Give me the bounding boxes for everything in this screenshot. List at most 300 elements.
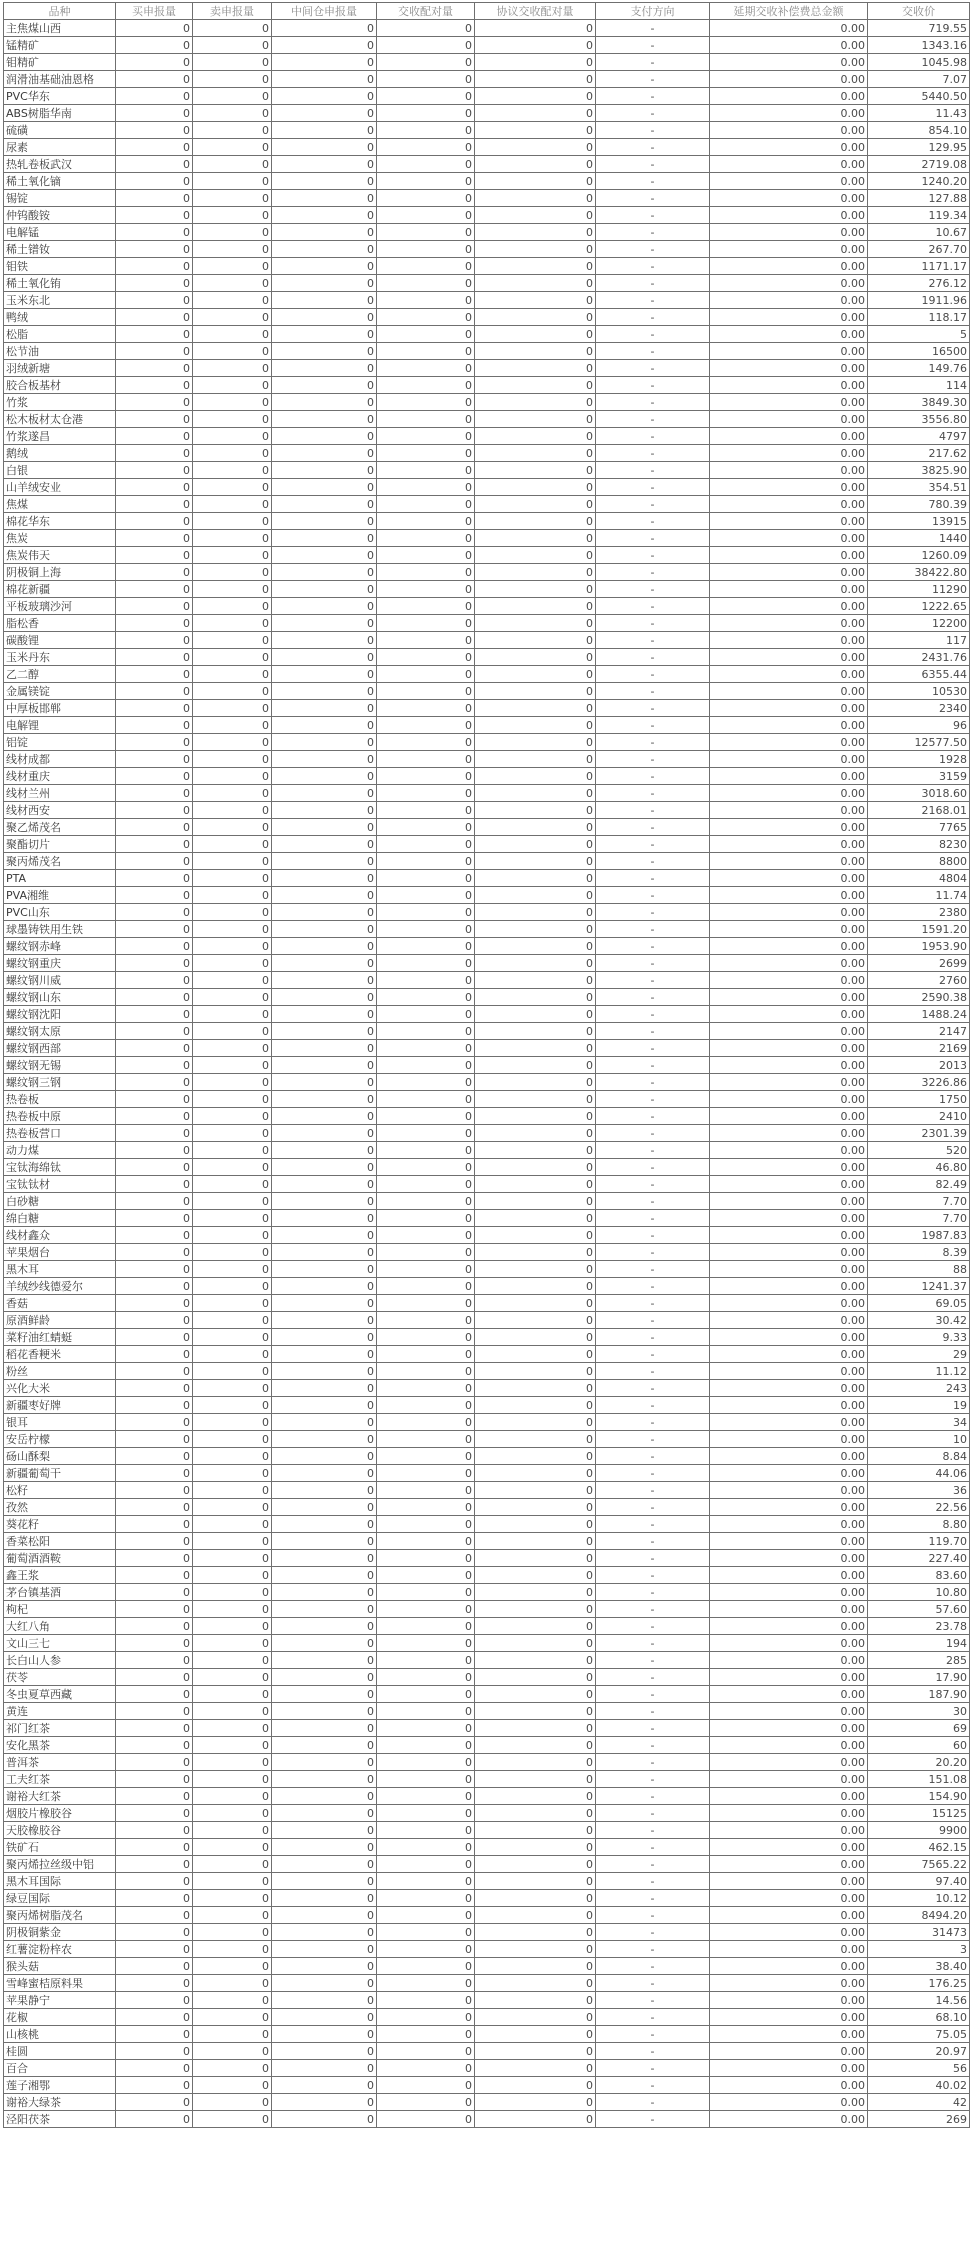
buy-declared-cell: 0 — [116, 1023, 193, 1040]
payment-direction-cell: - — [596, 1958, 710, 1975]
sell-declared-cell: 0 — [193, 1295, 272, 1312]
deferred-compensation-cell: 0.00 — [710, 1720, 868, 1737]
table-row[interactable] — [4, 1006, 970, 1023]
delivery-price-cell: 2340 — [868, 700, 970, 717]
table-row[interactable] — [4, 1380, 970, 1397]
delivery-price-cell: 8.39 — [868, 1244, 970, 1261]
table-row[interactable] — [4, 1992, 970, 2009]
table-row[interactable] — [4, 1601, 970, 1618]
deferred-compensation-cell: 0.00 — [710, 1465, 868, 1482]
agreement-matched-cell: 0 — [475, 258, 596, 275]
payment-direction-cell: - — [596, 1465, 710, 1482]
payment-direction-cell: - — [596, 2060, 710, 2077]
payment-direction-cell: - — [596, 547, 710, 564]
table-row[interactable] — [4, 1261, 970, 1278]
table-row[interactable] — [4, 1210, 970, 1227]
variety-cell: 谢裕大红茶 — [4, 1788, 116, 1805]
agreement-matched-cell: 0 — [475, 1703, 596, 1720]
payment-direction-cell: - — [596, 1601, 710, 1618]
deferred-compensation-cell: 0.00 — [710, 1125, 868, 1142]
table-row[interactable] — [4, 921, 970, 938]
delivery-matched-cell: 0 — [377, 88, 475, 105]
deferred-compensation-cell: 0.00 — [710, 1567, 868, 1584]
table-row[interactable] — [4, 343, 970, 360]
table-row[interactable] — [4, 1074, 970, 1091]
agreement-matched-cell: 0 — [475, 496, 596, 513]
table-row[interactable] — [4, 1448, 970, 1465]
deferred-compensation-cell: 0.00 — [710, 224, 868, 241]
table-row[interactable] — [4, 1720, 970, 1737]
table-row[interactable] — [4, 71, 970, 88]
payment-direction-cell: - — [596, 1040, 710, 1057]
agreement-matched-cell: 0 — [475, 1193, 596, 1210]
variety-cell: 绿豆国际 — [4, 1890, 116, 1907]
table-row[interactable] — [4, 2094, 970, 2111]
intermediate-declared-cell: 0 — [272, 1754, 377, 1771]
table-row[interactable] — [4, 1159, 970, 1176]
variety-cell: 螺纹钢沈阳 — [4, 1006, 116, 1023]
payment-direction-cell: - — [596, 360, 710, 377]
table-row[interactable] — [4, 751, 970, 768]
buy-declared-cell: 0 — [116, 1975, 193, 1992]
table-row[interactable] — [4, 88, 970, 105]
table-row[interactable] — [4, 1686, 970, 1703]
table-row[interactable] — [4, 734, 970, 751]
table-row[interactable] — [4, 1176, 970, 1193]
agreement-matched-cell: 0 — [475, 1771, 596, 1788]
table-row[interactable] — [4, 241, 970, 258]
sell-declared-cell: 0 — [193, 1601, 272, 1618]
table-row[interactable] — [4, 1516, 970, 1533]
delivery-matched-cell: 0 — [377, 1465, 475, 1482]
agreement-matched-cell: 0 — [475, 1992, 596, 2009]
delivery-price-cell: 8.80 — [868, 1516, 970, 1533]
intermediate-declared-cell: 0 — [272, 785, 377, 802]
table-row[interactable] — [4, 1737, 970, 1754]
variety-cell: 香菇 — [4, 1295, 116, 1312]
deferred-compensation-cell: 0.00 — [710, 887, 868, 904]
delivery-price-cell: 2013 — [868, 1057, 970, 1074]
table-row[interactable] — [4, 530, 970, 547]
buy-declared-cell: 0 — [116, 1091, 193, 1108]
intermediate-declared-cell: 0 — [272, 666, 377, 683]
column-header-variety[interactable]: 品种 — [4, 3, 116, 20]
payment-direction-cell: - — [596, 1992, 710, 2009]
table-row[interactable] — [4, 2060, 970, 2077]
intermediate-declared-cell: 0 — [272, 20, 377, 37]
table-row[interactable] — [4, 904, 970, 921]
table-row[interactable] — [4, 615, 970, 632]
table-row[interactable] — [4, 768, 970, 785]
intermediate-declared-cell: 0 — [272, 1805, 377, 1822]
table-row[interactable] — [4, 2077, 970, 2094]
column-header-deferred-compensation[interactable]: 延期交收补偿费总金额 — [710, 3, 868, 20]
delivery-matched-cell: 0 — [377, 445, 475, 462]
variety-cell: 银耳 — [4, 1414, 116, 1431]
intermediate-declared-cell: 0 — [272, 1482, 377, 1499]
delivery-matched-cell: 0 — [377, 530, 475, 547]
table-row[interactable] — [4, 309, 970, 326]
variety-cell: 烟胶片橡胶谷 — [4, 1805, 116, 1822]
table-row[interactable] — [4, 853, 970, 870]
table-row[interactable] — [4, 1431, 970, 1448]
delivery-matched-cell: 0 — [377, 1414, 475, 1431]
intermediate-declared-cell: 0 — [272, 1295, 377, 1312]
delivery-matched-cell: 0 — [377, 819, 475, 836]
table-row[interactable] — [4, 1958, 970, 1975]
table-row[interactable] — [4, 972, 970, 989]
buy-declared-cell: 0 — [116, 1958, 193, 1975]
column-header-intermediate-declared[interactable]: 中间仓申报量 — [272, 3, 377, 20]
delivery-price-cell: 176.25 — [868, 1975, 970, 1992]
buy-declared-cell: 0 — [116, 615, 193, 632]
table-row[interactable] — [4, 1941, 970, 1958]
table-row[interactable] — [4, 1482, 970, 1499]
agreement-matched-cell: 0 — [475, 564, 596, 581]
table-row[interactable] — [4, 1193, 970, 1210]
table-row[interactable] — [4, 1244, 970, 1261]
buy-declared-cell: 0 — [116, 1924, 193, 1941]
deferred-compensation-cell: 0.00 — [710, 156, 868, 173]
delivery-matched-cell: 0 — [377, 1346, 475, 1363]
variety-cell: 热卷板营口 — [4, 1125, 116, 1142]
table-row[interactable] — [4, 955, 970, 972]
table-row[interactable] — [4, 1397, 970, 1414]
delivery-matched-cell: 0 — [377, 734, 475, 751]
delivery-matched-cell: 0 — [377, 564, 475, 581]
table-row[interactable] — [4, 564, 970, 581]
column-header-sell-declared[interactable]: 卖申报量 — [193, 3, 272, 20]
table-row[interactable] — [4, 2043, 970, 2060]
table-row[interactable] — [4, 1652, 970, 1669]
buy-declared-cell: 0 — [116, 598, 193, 615]
sell-declared-cell: 0 — [193, 853, 272, 870]
table-row[interactable] — [4, 513, 970, 530]
agreement-matched-cell: 0 — [475, 530, 596, 547]
table-row[interactable] — [4, 1890, 970, 1907]
sell-declared-cell: 0 — [193, 1584, 272, 1601]
payment-direction-cell: - — [596, 1278, 710, 1295]
delivery-price-cell: 3018.60 — [868, 785, 970, 802]
deferred-compensation-cell: 0.00 — [710, 632, 868, 649]
table-row[interactable] — [4, 479, 970, 496]
agreement-matched-cell: 0 — [475, 1788, 596, 1805]
variety-cell: 安岳柠檬 — [4, 1431, 116, 1448]
intermediate-declared-cell: 0 — [272, 411, 377, 428]
table-row[interactable] — [4, 156, 970, 173]
table-row[interactable] — [4, 598, 970, 615]
table-row[interactable] — [4, 666, 970, 683]
table-row[interactable] — [4, 2026, 970, 2043]
table-row[interactable] — [4, 1227, 970, 1244]
buy-declared-cell: 0 — [116, 1992, 193, 2009]
agreement-matched-cell: 0 — [475, 598, 596, 615]
intermediate-declared-cell: 0 — [272, 2111, 377, 2128]
table-row[interactable] — [4, 547, 970, 564]
table-row[interactable] — [4, 1567, 970, 1584]
delivery-price-cell: 2301.39 — [868, 1125, 970, 1142]
table-row[interactable] — [4, 105, 970, 122]
variety-cell: 枸杞 — [4, 1601, 116, 1618]
payment-direction-cell: - — [596, 785, 710, 802]
table-row[interactable] — [4, 394, 970, 411]
delivery-matched-cell: 0 — [377, 1584, 475, 1601]
table-row[interactable] — [4, 1873, 970, 1890]
delivery-price-cell: 83.60 — [868, 1567, 970, 1584]
table-row[interactable] — [4, 139, 970, 156]
table-row[interactable] — [4, 1635, 970, 1652]
table-row[interactable] — [4, 1414, 970, 1431]
table-row[interactable] — [4, 581, 970, 598]
table-row[interactable] — [4, 1550, 970, 1567]
table-row[interactable] — [4, 1533, 970, 1550]
delivery-matched-cell: 0 — [377, 1397, 475, 1414]
delivery-matched-cell: 0 — [377, 394, 475, 411]
delivery-price-cell: 4804 — [868, 870, 970, 887]
table-row[interactable] — [4, 1924, 970, 1941]
table-row[interactable] — [4, 1040, 970, 1057]
buy-declared-cell: 0 — [116, 1771, 193, 1788]
table-row[interactable] — [4, 326, 970, 343]
buy-declared-cell: 0 — [116, 360, 193, 377]
intermediate-declared-cell: 0 — [272, 972, 377, 989]
table-row[interactable] — [4, 938, 970, 955]
table-row[interactable] — [4, 122, 970, 139]
table-row[interactable] — [4, 683, 970, 700]
table-row[interactable] — [4, 1142, 970, 1159]
buy-declared-cell: 0 — [116, 836, 193, 853]
table-row[interactable] — [4, 37, 970, 54]
deferred-compensation-cell: 0.00 — [710, 1346, 868, 1363]
deferred-compensation-cell: 0.00 — [710, 258, 868, 275]
buy-declared-cell: 0 — [116, 1567, 193, 1584]
table-row[interactable] — [4, 1465, 970, 1482]
intermediate-declared-cell: 0 — [272, 1363, 377, 1380]
intermediate-declared-cell: 0 — [272, 1771, 377, 1788]
buy-declared-cell: 0 — [116, 1856, 193, 1873]
sell-declared-cell: 0 — [193, 1703, 272, 1720]
column-header-payment-direction[interactable]: 支付方向 — [596, 3, 710, 20]
column-header-delivery-price[interactable]: 交收价 — [868, 3, 970, 20]
buy-declared-cell: 0 — [116, 343, 193, 360]
intermediate-declared-cell: 0 — [272, 768, 377, 785]
buy-declared-cell: 0 — [116, 530, 193, 547]
sell-declared-cell: 0 — [193, 411, 272, 428]
column-header-delivery-matched[interactable]: 交收配对量 — [377, 3, 475, 20]
buy-declared-cell: 0 — [116, 2009, 193, 2026]
table-row[interactable] — [4, 887, 970, 904]
variety-cell: 焦炭 — [4, 530, 116, 547]
table-row[interactable] — [4, 2009, 970, 2026]
table-row[interactable] — [4, 1703, 970, 1720]
table-row[interactable] — [4, 819, 970, 836]
sell-declared-cell: 0 — [193, 751, 272, 768]
payment-direction-cell: - — [596, 2111, 710, 2128]
sell-declared-cell: 0 — [193, 1465, 272, 1482]
payment-direction-cell: - — [596, 428, 710, 445]
variety-cell: 玉米东北 — [4, 292, 116, 309]
buy-declared-cell: 0 — [116, 564, 193, 581]
table-row[interactable] — [4, 54, 970, 71]
table-row[interactable] — [4, 445, 970, 462]
sell-declared-cell: 0 — [193, 547, 272, 564]
sell-declared-cell: 0 — [193, 241, 272, 258]
table-row[interactable] — [4, 496, 970, 513]
agreement-matched-cell: 0 — [475, 224, 596, 241]
table-row[interactable] — [4, 462, 970, 479]
table-row[interactable] — [4, 20, 970, 37]
table-row[interactable] — [4, 717, 970, 734]
intermediate-declared-cell: 0 — [272, 479, 377, 496]
intermediate-declared-cell: 0 — [272, 292, 377, 309]
table-row[interactable] — [4, 292, 970, 309]
buy-declared-cell: 0 — [116, 1499, 193, 1516]
table-row[interactable] — [4, 1822, 970, 1839]
delivery-matched-cell: 0 — [377, 1125, 475, 1142]
deferred-compensation-cell: 0.00 — [710, 1618, 868, 1635]
delivery-matched-cell: 0 — [377, 632, 475, 649]
table-row[interactable] — [4, 1108, 970, 1125]
payment-direction-cell: - — [596, 2043, 710, 2060]
table-row[interactable] — [4, 700, 970, 717]
buy-declared-cell: 0 — [116, 887, 193, 904]
table-row[interactable] — [4, 1125, 970, 1142]
table-row[interactable] — [4, 1312, 970, 1329]
buy-declared-cell: 0 — [116, 1363, 193, 1380]
delivery-price-cell: 23.78 — [868, 1618, 970, 1635]
table-row[interactable] — [4, 1907, 970, 1924]
intermediate-declared-cell: 0 — [272, 1975, 377, 1992]
deferred-compensation-cell: 0.00 — [710, 1023, 868, 1040]
variety-cell: 绵白糖 — [4, 1210, 116, 1227]
deferred-compensation-cell: 0.00 — [710, 1856, 868, 1873]
table-row[interactable] — [4, 1669, 970, 1686]
delivery-matched-cell: 0 — [377, 853, 475, 870]
table-row[interactable] — [4, 2111, 970, 2128]
intermediate-declared-cell: 0 — [272, 989, 377, 1006]
table-row[interactable] — [4, 836, 970, 853]
table-row[interactable] — [4, 1363, 970, 1380]
deferred-compensation-cell: 0.00 — [710, 20, 868, 37]
table-row[interactable] — [4, 1057, 970, 1074]
table-row[interactable] — [4, 1499, 970, 1516]
table-row[interactable] — [4, 207, 970, 224]
sell-declared-cell: 0 — [193, 1822, 272, 1839]
delivery-matched-cell: 0 — [377, 615, 475, 632]
table-row[interactable] — [4, 989, 970, 1006]
delivery-price-cell: 719.55 — [868, 20, 970, 37]
agreement-matched-cell: 0 — [475, 1754, 596, 1771]
variety-cell: 苹果烟台 — [4, 1244, 116, 1261]
deferred-compensation-cell: 0.00 — [710, 836, 868, 853]
column-header-buy-declared[interactable]: 买申报量 — [116, 3, 193, 20]
table-row[interactable] — [4, 275, 970, 292]
delivery-price-cell: 1591.20 — [868, 921, 970, 938]
delivery-price-cell: 149.76 — [868, 360, 970, 377]
table-row[interactable] — [4, 1805, 970, 1822]
variety-cell: 新疆葡萄干 — [4, 1465, 116, 1482]
deferred-compensation-cell: 0.00 — [710, 853, 868, 870]
table-row[interactable] — [4, 1856, 970, 1873]
variety-cell: 山核桃 — [4, 2026, 116, 2043]
sell-declared-cell: 0 — [193, 1091, 272, 1108]
table-row[interactable] — [4, 802, 970, 819]
table-row[interactable] — [4, 360, 970, 377]
table-row[interactable] — [4, 173, 970, 190]
intermediate-declared-cell: 0 — [272, 37, 377, 54]
buy-declared-cell: 0 — [116, 632, 193, 649]
intermediate-declared-cell: 0 — [272, 326, 377, 343]
table-row[interactable] — [4, 377, 970, 394]
table-row[interactable] — [4, 1584, 970, 1601]
table-row[interactable] — [4, 785, 970, 802]
sell-declared-cell: 0 — [193, 343, 272, 360]
delivery-price-cell: 2147 — [868, 1023, 970, 1040]
table-row[interactable] — [4, 1278, 970, 1295]
table-row[interactable] — [4, 1618, 970, 1635]
table-row[interactable] — [4, 1329, 970, 1346]
table-row[interactable] — [4, 1295, 970, 1312]
column-header-agreement-matched[interactable]: 协议交收配对量 — [475, 3, 596, 20]
variety-cell: PVC山东 — [4, 904, 116, 921]
buy-declared-cell: 0 — [116, 411, 193, 428]
variety-cell: 花椒 — [4, 2009, 116, 2026]
payment-direction-cell: - — [596, 1448, 710, 1465]
sell-declared-cell: 0 — [193, 394, 272, 411]
table-row[interactable] — [4, 870, 970, 887]
intermediate-declared-cell: 0 — [272, 1567, 377, 1584]
table-row[interactable] — [4, 1788, 970, 1805]
table-row[interactable] — [4, 649, 970, 666]
table-row[interactable] — [4, 411, 970, 428]
variety-cell: 茅台镇基酒 — [4, 1584, 116, 1601]
delivery-price-cell: 6355.44 — [868, 666, 970, 683]
table-row[interactable] — [4, 258, 970, 275]
variety-cell: 线材鑫众 — [4, 1227, 116, 1244]
table-row[interactable] — [4, 1023, 970, 1040]
intermediate-declared-cell: 0 — [272, 1924, 377, 1941]
buy-declared-cell: 0 — [116, 105, 193, 122]
buy-declared-cell: 0 — [116, 1380, 193, 1397]
table-row[interactable] — [4, 1839, 970, 1856]
table-row[interactable] — [4, 1346, 970, 1363]
delivery-matched-cell: 0 — [377, 581, 475, 598]
sell-declared-cell: 0 — [193, 37, 272, 54]
variety-cell: 百合 — [4, 2060, 116, 2077]
agreement-matched-cell: 0 — [475, 1040, 596, 1057]
table-row[interactable] — [4, 1091, 970, 1108]
agreement-matched-cell: 0 — [475, 768, 596, 785]
sell-declared-cell: 0 — [193, 1448, 272, 1465]
sell-declared-cell: 0 — [193, 1346, 272, 1363]
table-row[interactable] — [4, 1771, 970, 1788]
agreement-matched-cell: 0 — [475, 360, 596, 377]
table-row[interactable] — [4, 224, 970, 241]
table-row[interactable] — [4, 632, 970, 649]
table-row[interactable] — [4, 190, 970, 207]
table-row[interactable] — [4, 1975, 970, 1992]
agreement-matched-cell: 0 — [475, 88, 596, 105]
deferred-compensation-cell: 0.00 — [710, 88, 868, 105]
payment-direction-cell: - — [596, 615, 710, 632]
delivery-price-cell: 10.80 — [868, 1584, 970, 1601]
variety-cell: 螺纹钢三钢 — [4, 1074, 116, 1091]
table-row[interactable] — [4, 1754, 970, 1771]
table-row[interactable] — [4, 428, 970, 445]
buy-declared-cell: 0 — [116, 1907, 193, 1924]
agreement-matched-cell: 0 — [475, 1142, 596, 1159]
buy-declared-cell: 0 — [116, 649, 193, 666]
